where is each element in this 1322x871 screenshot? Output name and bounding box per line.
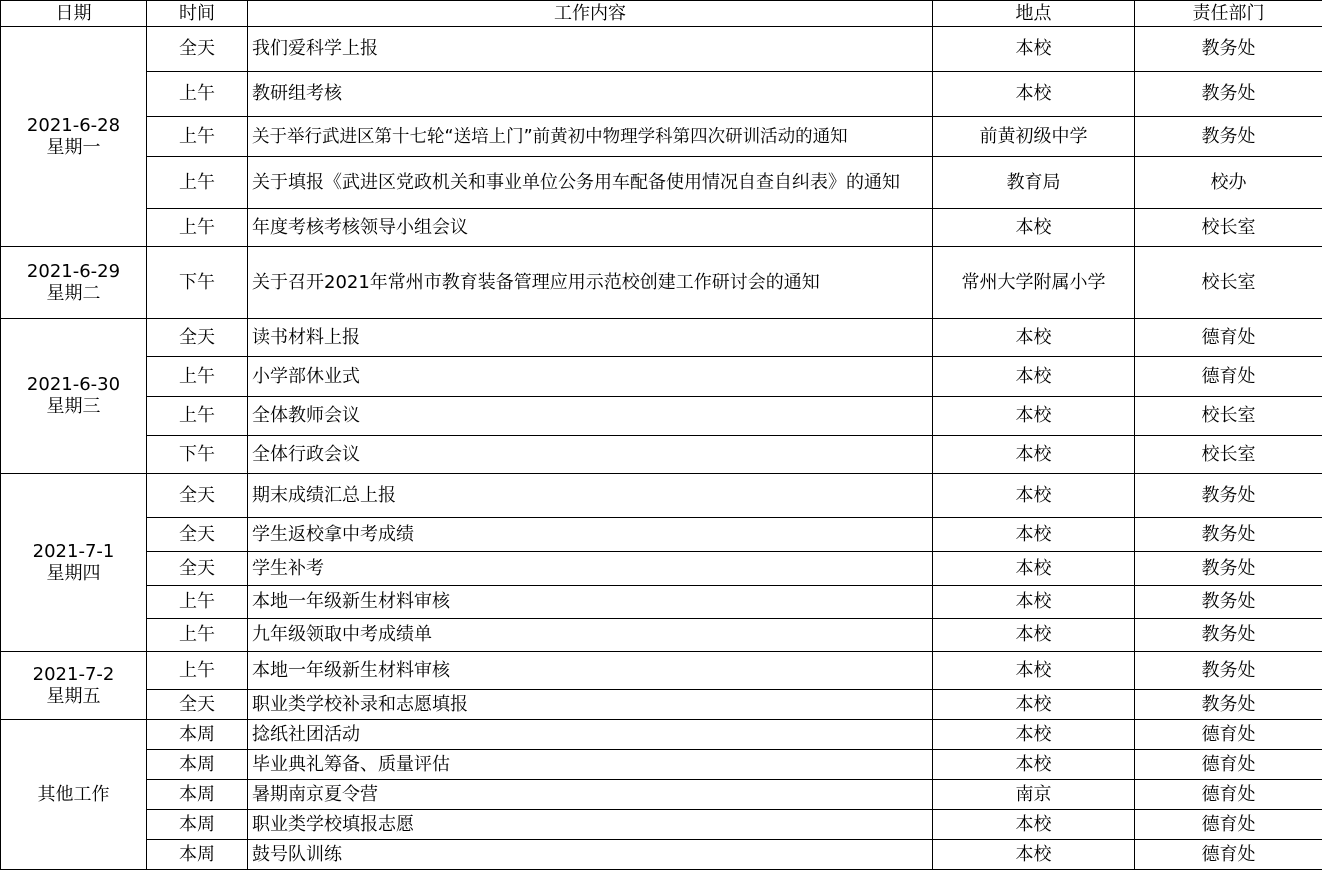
place-cell: 本校 xyxy=(933,619,1135,652)
content-cell: 鼓号队训练 xyxy=(248,840,933,870)
time-cell: 本周 xyxy=(147,780,248,810)
time-cell: 本周 xyxy=(147,840,248,870)
weekday-text: 星期四 xyxy=(46,562,101,584)
place-cell: 常州大学附属小学 xyxy=(933,247,1135,319)
place-cell: 本校 xyxy=(933,840,1135,870)
place-cell: 前黄初级中学 xyxy=(933,117,1135,157)
time-cell: 上午 xyxy=(147,586,248,619)
table-row xyxy=(1,397,1322,436)
place-cell: 本校 xyxy=(933,720,1135,750)
content-cell: 期末成绩汇总上报 xyxy=(248,474,933,518)
time-cell: 上午 xyxy=(147,397,248,436)
content-cell: 关于举行武进区第十七轮“送培上门”前黄初中物理学科第四次研训活动的通知 xyxy=(248,117,933,157)
dept-cell: 德育处 xyxy=(1135,780,1322,810)
place-cell: 本校 xyxy=(933,27,1135,72)
table-row xyxy=(1,810,1322,840)
time-cell: 本周 xyxy=(147,750,248,780)
content-cell: 全体教师会议 xyxy=(248,397,933,436)
date-text: 2021-6-29 xyxy=(26,260,121,282)
place-cell: 本校 xyxy=(933,72,1135,117)
content-cell: 本地一年级新生材料审核 xyxy=(248,586,933,619)
time-cell: 上午 xyxy=(147,157,248,209)
dept-cell: 校长室 xyxy=(1135,247,1322,319)
header-place: 地点 xyxy=(933,1,1135,27)
dept-cell: 教务处 xyxy=(1135,117,1322,157)
date-text: 2021-6-30 xyxy=(26,374,121,395)
content-cell: 暑期南京夏令营 xyxy=(248,780,933,810)
dept-cell: 德育处 xyxy=(1135,357,1322,397)
time-cell: 上午 xyxy=(147,209,248,247)
place-cell: 本校 xyxy=(933,474,1135,518)
content-cell: 九年级领取中考成绩单 xyxy=(248,619,933,652)
content-cell: 小学部休业式 xyxy=(248,357,933,397)
place-cell: 本校 xyxy=(933,552,1135,586)
time-cell: 上午 xyxy=(147,117,248,157)
time-cell: 本周 xyxy=(147,720,248,750)
weekday-text: 星期二 xyxy=(46,282,101,304)
time-cell: 下午 xyxy=(147,247,248,319)
time-cell: 下午 xyxy=(147,436,248,474)
date-cell xyxy=(1,27,147,247)
content-cell: 职业类学校补录和志愿填报 xyxy=(248,690,933,720)
table-row xyxy=(1,72,1322,117)
table-row xyxy=(1,117,1322,157)
dept-cell: 教务处 xyxy=(1135,27,1322,72)
date-cell xyxy=(1,652,147,720)
header-content: 工作内容 xyxy=(248,1,933,27)
table-row xyxy=(1,586,1322,619)
time-cell: 全天 xyxy=(147,319,248,357)
content-cell: 教研组考核 xyxy=(248,72,933,117)
table-row xyxy=(1,690,1322,720)
dept-cell: 教务处 xyxy=(1135,72,1322,117)
dept-cell: 教务处 xyxy=(1135,652,1322,690)
content-cell: 全体行政会议 xyxy=(248,436,933,474)
place-cell: 本校 xyxy=(933,319,1135,357)
time-cell: 全天 xyxy=(147,27,248,72)
dept-cell: 德育处 xyxy=(1135,810,1322,840)
content-cell: 毕业典礼筹备、质量评估 xyxy=(248,750,933,780)
date-cell xyxy=(1,474,147,652)
header-time: 时间 xyxy=(147,1,248,27)
content-cell: 学生补考 xyxy=(248,552,933,586)
date-cell xyxy=(1,319,147,474)
weekday-text: 星期五 xyxy=(46,685,101,707)
content-cell: 职业类学校填报志愿 xyxy=(248,810,933,840)
table-row xyxy=(1,750,1322,780)
weekday-text: 星期三 xyxy=(46,396,101,417)
table-row xyxy=(1,357,1322,397)
content-cell: 年度考核考核领导小组会议 xyxy=(248,209,933,247)
place-cell: 本校 xyxy=(933,750,1135,780)
place-cell: 本校 xyxy=(933,436,1135,474)
date-text: 其他工作 xyxy=(37,783,110,805)
dept-cell: 校长室 xyxy=(1135,209,1322,247)
date-text: 2021-7-1 xyxy=(32,540,115,562)
dept-cell: 校长室 xyxy=(1135,397,1322,436)
content-cell: 关于召开2021年常州市教育装备管理应用示范校创建工作研讨会的通知 xyxy=(248,247,933,319)
content-cell: 捻纸社团活动 xyxy=(248,720,933,750)
place-cell: 本校 xyxy=(933,690,1135,720)
time-cell: 上午 xyxy=(147,72,248,117)
time-cell: 全天 xyxy=(147,518,248,552)
table-row xyxy=(1,652,1322,690)
time-cell: 全天 xyxy=(147,552,248,586)
place-cell: 本校 xyxy=(933,810,1135,840)
header-row xyxy=(1,1,1322,27)
table-row xyxy=(1,840,1322,870)
time-cell: 全天 xyxy=(147,474,248,518)
dept-cell: 德育处 xyxy=(1135,750,1322,780)
dept-cell: 教务处 xyxy=(1135,474,1322,518)
date-text: 2021-7-2 xyxy=(32,663,115,685)
dept-cell: 德育处 xyxy=(1135,720,1322,750)
content-cell: 读书材料上报 xyxy=(248,319,933,357)
content-cell: 我们爱科学上报 xyxy=(248,27,933,72)
dept-cell: 校办 xyxy=(1135,157,1322,209)
time-cell: 上午 xyxy=(147,619,248,652)
dept-cell: 教务处 xyxy=(1135,552,1322,586)
content-cell: 关于填报《武进区党政机关和事业单位公务用车配备使用情况自查自纠表》的通知 xyxy=(248,157,933,209)
date-cell xyxy=(1,247,147,319)
header-dept: 责任部门 xyxy=(1135,1,1322,27)
table-row xyxy=(1,780,1322,810)
time-cell: 上午 xyxy=(147,652,248,690)
place-cell: 本校 xyxy=(933,357,1135,397)
place-cell: 南京 xyxy=(933,780,1135,810)
place-cell: 教育局 xyxy=(933,157,1135,209)
table-row xyxy=(1,436,1322,474)
dept-cell: 教务处 xyxy=(1135,619,1322,652)
dept-cell: 校长室 xyxy=(1135,436,1322,474)
date-text: 2021-6-28 xyxy=(26,114,121,136)
dept-cell: 德育处 xyxy=(1135,840,1322,870)
weekday-text: 星期一 xyxy=(46,136,101,158)
place-cell: 本校 xyxy=(933,397,1135,436)
table-row xyxy=(1,619,1322,652)
date-cell xyxy=(1,720,147,870)
header-date: 日期 xyxy=(1,1,147,27)
table-row xyxy=(1,27,1322,72)
place-cell: 本校 xyxy=(933,652,1135,690)
time-cell: 本周 xyxy=(147,810,248,840)
dept-cell: 教务处 xyxy=(1135,586,1322,619)
table-row xyxy=(1,474,1322,518)
place-cell: 本校 xyxy=(933,586,1135,619)
table-row xyxy=(1,518,1322,552)
table-row xyxy=(1,552,1322,586)
dept-cell: 德育处 xyxy=(1135,319,1322,357)
table-row xyxy=(1,720,1322,750)
place-cell: 本校 xyxy=(933,209,1135,247)
place-cell: 本校 xyxy=(933,518,1135,552)
dept-cell: 教务处 xyxy=(1135,690,1322,720)
content-cell: 本地一年级新生材料审核 xyxy=(248,652,933,690)
table-row xyxy=(1,209,1322,247)
time-cell: 上午 xyxy=(147,357,248,397)
table-row xyxy=(1,247,1322,319)
content-cell: 学生返校拿中考成绩 xyxy=(248,518,933,552)
table-row xyxy=(1,319,1322,357)
time-cell: 全天 xyxy=(147,690,248,720)
table-row xyxy=(1,157,1322,209)
dept-cell: 教务处 xyxy=(1135,518,1322,552)
